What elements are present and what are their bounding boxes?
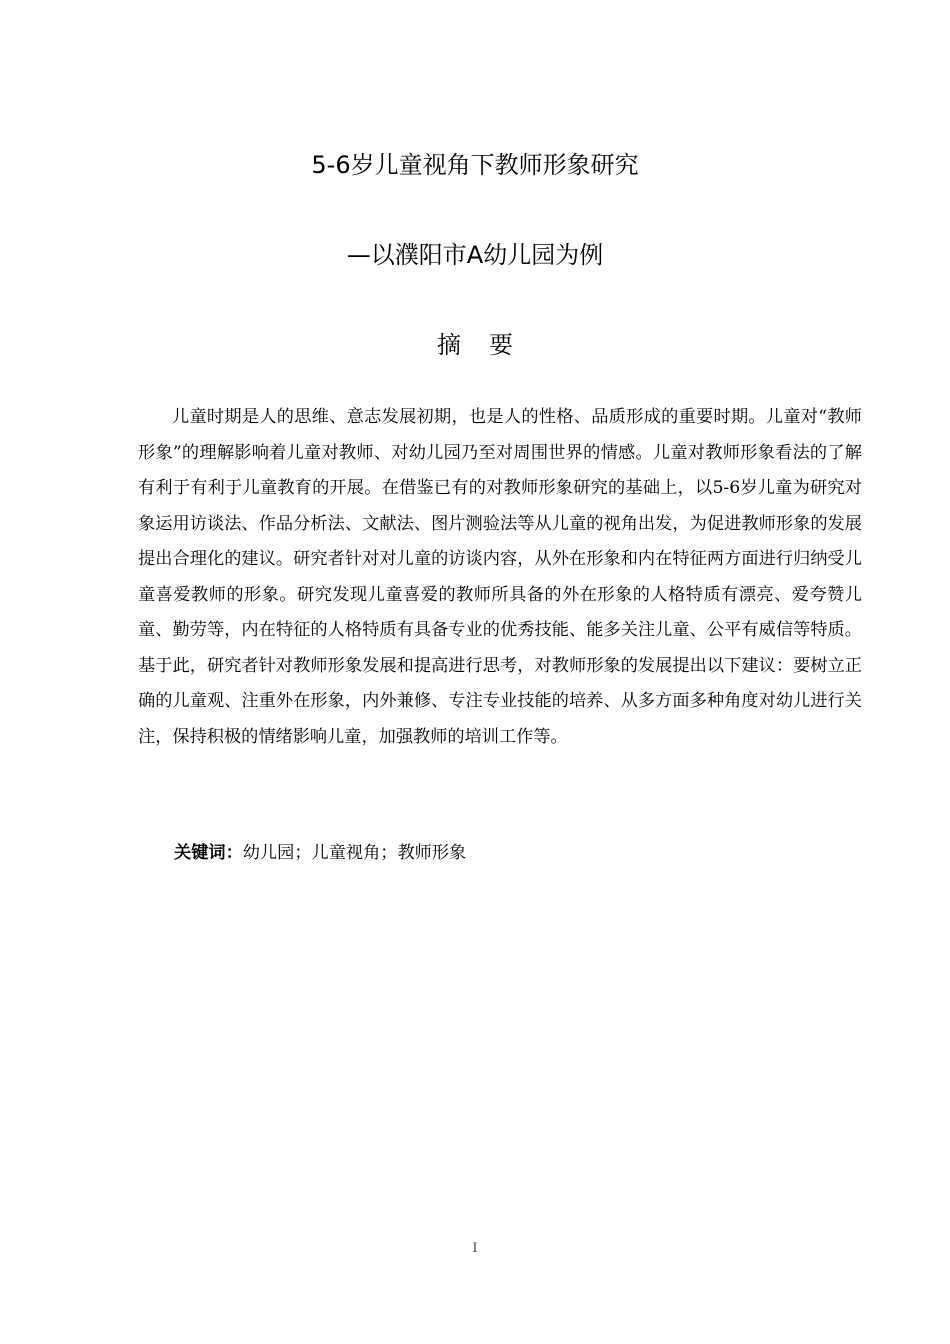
keywords-label: 关键词：	[174, 843, 243, 863]
abstract-body: 儿童时期是人的思维、意志发展初期，也是人的性格、品质形成的重要时期。儿童对“教师形象”的理解影响着儿童对教师、对幼儿园乃至对周围世界的情感。儿童对教师形象看法的了解有利于有利于儿童教育的开展。在借鉴已有的对教师形象研究的基础上，以5-6岁儿童为研究对象运用访谈法、作品分析法、文献法、图片测验法等从儿童的视角出发，为促进教师形象的发展提出合理化的建议。研究者针对对儿童的访谈内容，从外在形象和内在特征两方面进行归纳受儿童喜爱教师的形象。研究发现儿童喜爱的教师所具备的外在形象的人格特质有漂亮、爱夸赞儿童、勤劳等，内在特征的人格特质有具备专业的优秀技能、能多关注儿童、公平有威信等特质。基于此，研究者针对教师形象发展和提高进行思考，对教师形象的发展提出以下建议：要树立正确的儿童观、注重外在形象，内外兼修、专注专业技能的培养、从多方面多种角度对幼儿进行关注，保持积极的情绪影响儿童，加强教师的培训工作等。	[138, 407, 862, 747]
document-title: 5-6岁儿童视角下教师形象研究	[311, 151, 639, 179]
page-number: I	[472, 1241, 478, 1256]
keywords-line	[174, 838, 466, 868]
document-subtitle: —以濮阳市A幼儿园为例	[346, 241, 604, 269]
abstract-heading: 摘要	[437, 331, 541, 359]
keywords-text: 幼儿园；儿童视角；教师形象	[242, 843, 467, 863]
